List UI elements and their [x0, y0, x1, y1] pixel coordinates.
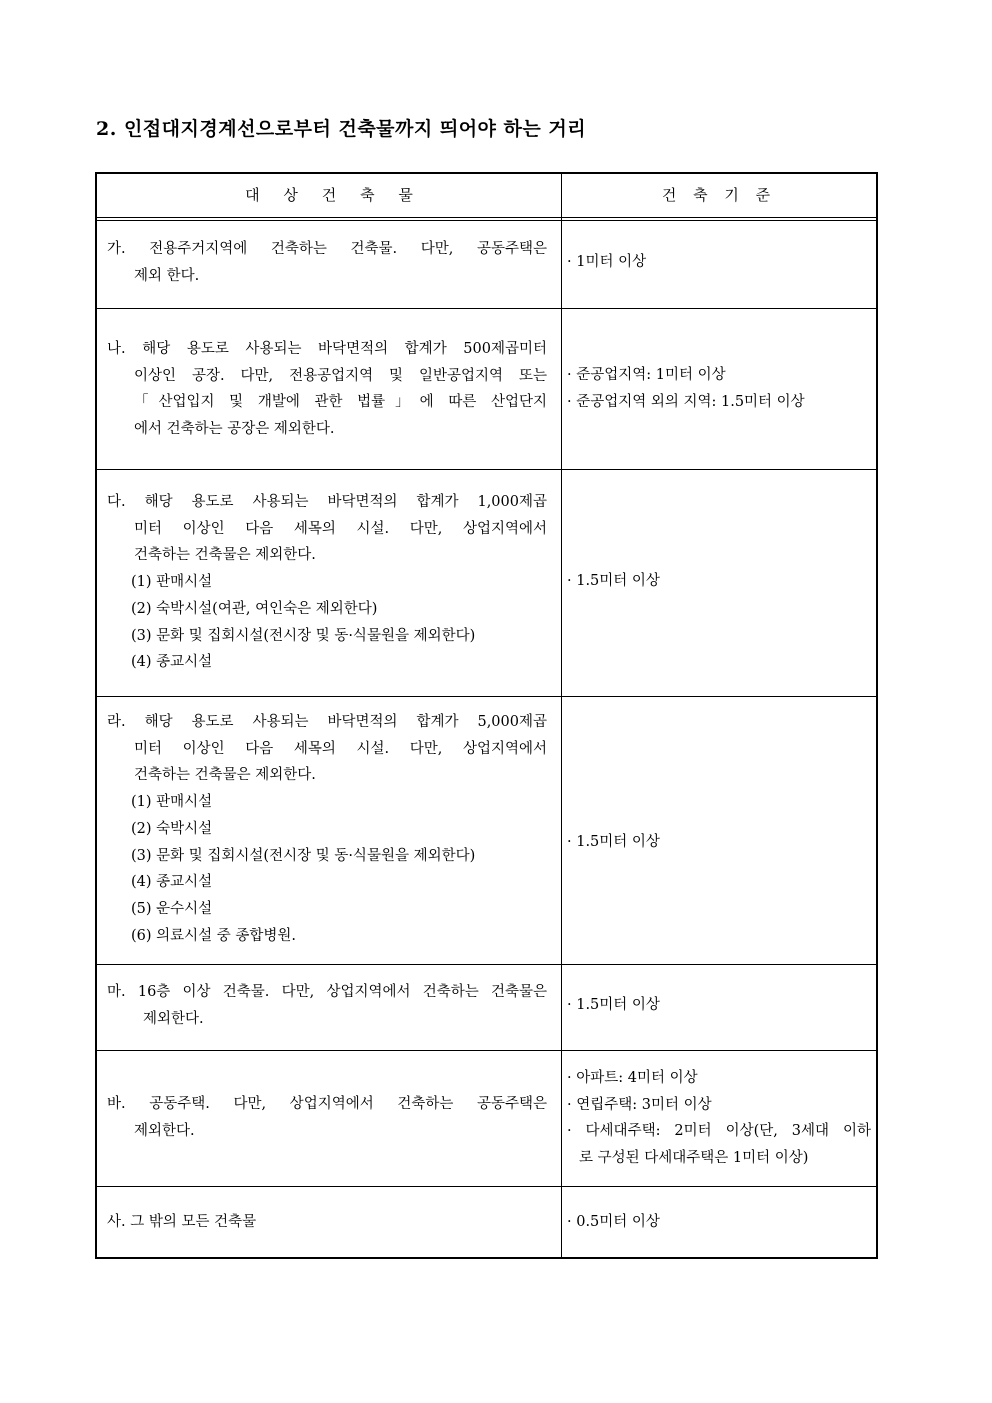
row-ma-line-2: 제외한다.	[143, 1010, 204, 1027]
row-ba-standard-3: · 다세대주택: 2미터 이상(단, 3세대 이하	[567, 1123, 871, 1140]
row-na-line-3: 「산업입지 및 개발에 관한 법률」에 따른 산업단지	[134, 394, 547, 411]
row-ma-standard-1: · 1.5미터 이상	[567, 997, 660, 1013]
row-ba-line-1: 바. 공동주택. 다만, 상업지역에서 건축하는 공동주택은	[107, 1096, 547, 1112]
row-da-standard-1: · 1.5미터 이상	[567, 573, 660, 589]
row-ba-standard-2: · 연립주택: 3미터 이상	[567, 1096, 712, 1113]
row-ra-sub-1: (1) 판매시설	[131, 794, 213, 811]
table-row-na	[97, 309, 876, 470]
row-ra-sub-4: (4) 종교시설	[131, 874, 213, 891]
row-na-line-2: 이상인 공장. 다만, 전용공업지역 및 일반공업지역 또는	[134, 367, 547, 384]
row-ba-standard-1: · 아파트: 4미터 이상	[567, 1070, 698, 1086]
row-ga-target	[107, 236, 547, 289]
row-da-standard	[567, 568, 877, 595]
row-da-sub-3: (3) 문화 및 집회시설(전시장 및 동·식물원을 제외한다)	[131, 627, 476, 644]
row-ga-standard-1: · 1미터 이상	[567, 254, 647, 270]
row-ba-target	[107, 1091, 547, 1144]
row-da-sub-2: (2) 숙박시설(여관, 여인숙은 제외한다)	[131, 600, 378, 617]
row-sa-standard-1: · 0.5미터 이상	[567, 1214, 660, 1230]
row-ma-standard	[567, 992, 877, 1019]
table-row-sa	[97, 1187, 876, 1257]
row-na-standard-1: · 준공업지역: 1미터 이상	[567, 367, 726, 383]
row-da-line-3: 건축하는 건축물은 제외한다.	[134, 547, 316, 564]
row-da-sub-4: (4) 종교시설	[131, 654, 213, 671]
row-sa-standard	[567, 1209, 877, 1236]
table-row-ma	[97, 965, 876, 1051]
setback-distance-table	[95, 172, 878, 1259]
row-sa-line-1: 사. 그 밖의 모든 건축물	[107, 1214, 257, 1230]
row-ba-line-2: 제외한다.	[134, 1122, 195, 1139]
row-ba-standard-4: 로 구성된 다세대주택은 1미터 이상)	[579, 1150, 809, 1167]
row-na-standard	[567, 362, 877, 415]
row-ra-sub-6: (6) 의료시설 중 종합병원.	[131, 927, 297, 944]
row-ra-sub-2: (2) 숙박시설	[131, 820, 213, 837]
document-title: 2. 인접대지경계선으로부터 건축물까지 띄어야 하는 거리	[96, 118, 587, 140]
row-ba-standard	[567, 1065, 877, 1172]
row-ra-line-1: 라. 해당 용도로 사용되는 바닥면적의 합계가 5,000제곱	[107, 714, 547, 730]
row-da-line-2: 미터 이상인 다음 세목의 시설. 다만, 상업지역에서	[134, 520, 547, 537]
row-ra-target	[107, 709, 547, 949]
row-ra-standard	[567, 829, 877, 856]
row-na-standard-2: · 준공업지역 외의 지역: 1.5미터 이상	[567, 393, 805, 410]
row-da-sub-1: (1) 판매시설	[131, 574, 213, 591]
row-sa-target	[107, 1209, 547, 1236]
row-ma-target	[107, 979, 547, 1032]
row-da-line-1: 다. 해당 용도로 사용되는 바닥면적의 합계가 1,000제곱	[107, 494, 547, 510]
table-row-ra	[97, 697, 876, 965]
table-row-ba	[97, 1051, 876, 1187]
table-row-ga	[97, 221, 876, 309]
row-ra-line-3: 건축하는 건축물은 제외한다.	[134, 767, 316, 784]
row-ra-sub-5: (5) 운수시설	[131, 900, 213, 917]
header-target-building: 대 상 건 축 물	[245, 186, 413, 204]
row-ga-standard	[567, 249, 877, 276]
row-ga-line-2: 제외 한다.	[134, 267, 200, 284]
table-header-row	[97, 174, 876, 221]
row-na-target	[107, 336, 547, 443]
row-ra-sub-3: (3) 문화 및 집회시설(전시장 및 동·식물원을 제외한다)	[131, 847, 476, 864]
row-na-line-4: 에서 건축하는 공장은 제외한다.	[134, 421, 335, 438]
row-da-target	[107, 489, 547, 676]
row-na-line-1: 나. 해당 용도로 사용되는 바닥면적의 합계가 500제곱미터	[107, 341, 547, 357]
table-row-da	[97, 470, 876, 697]
row-ma-line-1: 마. 16층 이상 건축물. 다만, 상업지역에서 건축하는 건축물은	[107, 984, 547, 1000]
row-ra-standard-1: · 1.5미터 이상	[567, 834, 660, 850]
header-building-standard: 건 축 기 준	[661, 186, 777, 204]
row-ga-line-1: 가. 전용주거지역에 건축하는 건축물. 다만, 공동주택은	[107, 241, 547, 257]
row-ra-line-2: 미터 이상인 다음 세목의 시설. 다만, 상업지역에서	[134, 740, 547, 757]
